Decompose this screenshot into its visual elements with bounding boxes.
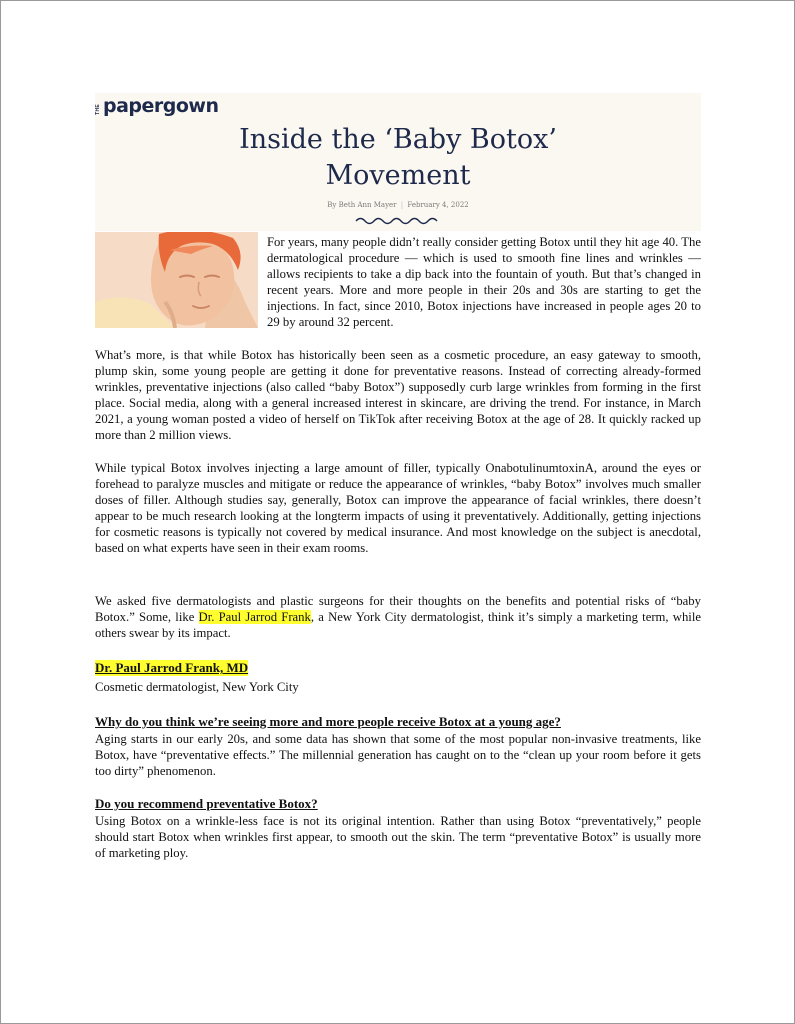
body-paragraph-3 xyxy=(95,593,701,641)
byline: By Beth Ann Mayer | February 4, 2022 xyxy=(327,201,469,209)
publish-date: February 4, 2022 xyxy=(407,201,469,209)
article-title xyxy=(95,122,701,194)
question-1: Why do you think we’re seeing more and more people receive Botox at a young age? xyxy=(95,714,561,729)
body-paragraph-2: While typical Botox involves injecting a large amount of filler, typically OnabotulinumtoxinA, around the eyes or forehead to paralyze muscles and mitigate or reduce the appearance of wrinkles, “baby Botox” involves much smaller doses of filler. Although studies say, generally, Botox can improve the appearance of facial wrinkles, there doesn’t appear to be much research looking at the longterm impacts of using it preventatively. Additionally, getting injections for cosmetic reasons is typically not covered by medical insurance. And most knowledge on the subject is anecdotal, based on what experts have seen in their exam rooms. xyxy=(95,461,701,555)
answer-2: Using Botox on a wrinkle-less face is not its original intention. Rather than using Botox “preventatively,” people should start Botox when wrinkles first appear, to smooth out the skin. The term “preventative Botox” is usually more of marketing ploy. xyxy=(95,814,701,860)
expert-role: Cosmetic dermatologist, New York City xyxy=(95,680,299,694)
wave-divider-icon xyxy=(355,215,441,225)
expert-name-heading: Dr. Paul Jarrod Frank, MD xyxy=(95,660,249,675)
title-line-1: Inside the ‘Baby Botox’ xyxy=(239,124,557,155)
author-name: Beth Ann Mayer xyxy=(338,201,397,209)
paragraph-3-lead: We asked five dermatologists and plastic surgeons for their thoughts on the benefits and potential risks of “baby Botox.” Some, like xyxy=(95,594,701,624)
highlighted-name: Dr. Paul Jarrod Frank xyxy=(198,610,311,624)
title-line-2: Movement xyxy=(325,160,471,191)
question-2: Do you recommend preventative Botox? xyxy=(95,796,318,811)
answer-1: Aging starts in our early 20s, and some data has shown that some of the most popular non-invasive treatments, like Botox, have “preventative effects.” The millennial generation has caught on to the “clean up your room before it gets too dirty” phenomenon. xyxy=(95,732,701,778)
face-illustration xyxy=(95,232,258,328)
intro-paragraph: For years, many people didn’t really consider getting Botox until they hit age 40. The dermatological procedure — which is used to smooth fine lines and wrinkles — allows recipients to take a dip back into the fountain of youth. But that’s changed in recent years. More and more people in their 20s and 30s are starting to get the injections. In fact, since 2010, Botox injections have increased in people ages 20 to 29 by around 32 percent. xyxy=(267,235,701,329)
brand-name: papergown xyxy=(103,95,219,117)
byline-prefix: By xyxy=(327,201,337,209)
body-paragraph-1: What’s more, is that while Botox has historically been seen as a cosmetic procedure, an easy gateway to smooth, plump skin, some young people are getting it done for preventative reasons. Instead of correcting already-formed wrinkles, preventative injections (also called “baby Botox”) supposedly curb large wrinkles from forming in the first place. Social media, along with a general increased interest in skincare, are driving the trend. For instance, in March 2021, a young woman posted a video of herself on TikTok after receiving Botox at the age of 28. It quickly racked up more than 2 million views. xyxy=(95,348,701,442)
paragraph-3-tail: , a New York City dermatologist, think it’s simply a marketing term, while others swear by its impact. xyxy=(95,610,701,640)
brand-prefix: THE xyxy=(95,104,101,115)
brand-logo xyxy=(95,95,219,115)
